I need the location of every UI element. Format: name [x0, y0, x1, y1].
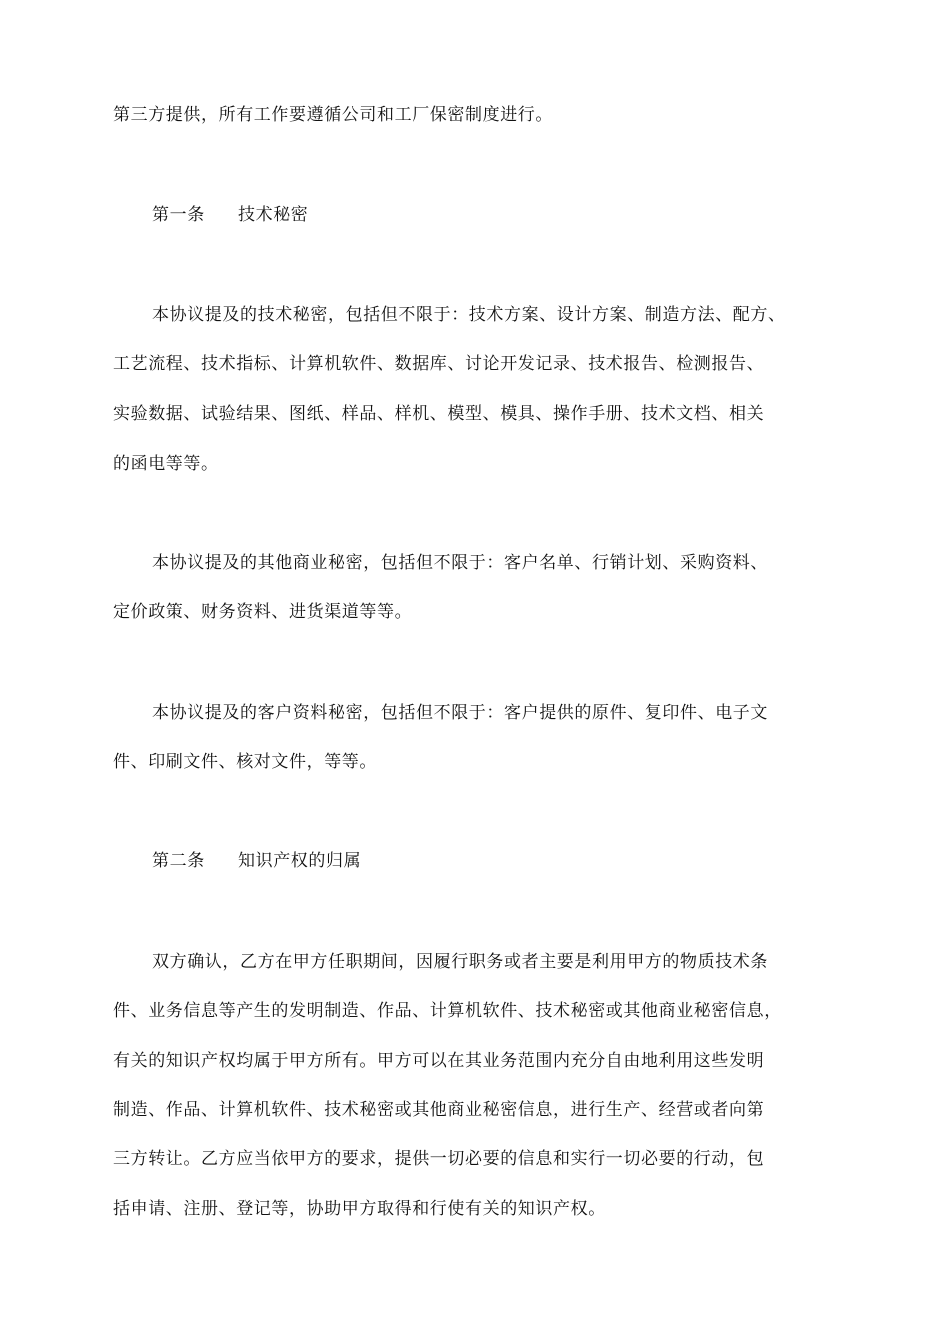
paragraph-line: 有关的知识产权均属于甲方所有。甲方可以在其业务范围内充分自由地利用这些发明 — [113, 1051, 765, 1071]
paragraph-line: 三方转让。乙方应当依甲方的要求，提供一切必要的信息和实行一切必要的行动，包 — [113, 1149, 765, 1169]
article-1-number: 第一条 — [152, 205, 205, 225]
paragraph-line: 工艺流程、技术指标、计算机软件、数据库、讨论开发记录、技术报告、检测报告、 — [113, 354, 765, 374]
paragraph-line: 制造、作品、计算机软件、技术秘密或其他商业秘密信息，进行生产、经营或者向第 — [113, 1100, 765, 1120]
paragraph-line: 本协议提及的技术秘密，包括但不限于：技术方案、设计方案、制造方法、配方、 — [152, 305, 786, 325]
paragraph-line: 实验数据、试验结果、图纸、样品、样机、模型、模具、操作手册、技术文档、相关 — [113, 404, 765, 424]
article-2-number: 第二条 — [152, 851, 205, 871]
article-2-title: 知识产权的归属 — [238, 851, 362, 871]
paragraph-line: 件、业务信息等产生的发明制造、作品、计算机软件、技术秘密或其他商业秘密信息， — [113, 1001, 782, 1021]
paragraph-line: 本协议提及的客户资料秘密，包括但不限于：客户提供的原件、复印件、电子文 — [152, 703, 768, 723]
paragraph-line: 本协议提及的其他商业秘密，包括但不限于：客户名单、行销计划、采购资料、 — [152, 553, 768, 573]
paragraph-line: 定价政策、财务资料、进货渠道等等。 — [113, 602, 413, 622]
paragraph-line: 的函电等等。 — [113, 454, 219, 474]
article-1-title: 技术秘密 — [238, 205, 309, 225]
paragraph-line: 件、印刷文件、核对文件，等等。 — [113, 752, 377, 772]
paragraph-line: 括申请、注册、登记等，协助甲方取得和行使有关的知识产权。 — [113, 1199, 606, 1219]
paragraph-line: 双方确认，乙方在甲方任职期间，因履行职务或者主要是利用甲方的物质技术条 — [152, 952, 768, 972]
intro-tail-line: 第三方提供，所有工作要遵循公司和工厂保密制度进行。 — [113, 105, 553, 125]
